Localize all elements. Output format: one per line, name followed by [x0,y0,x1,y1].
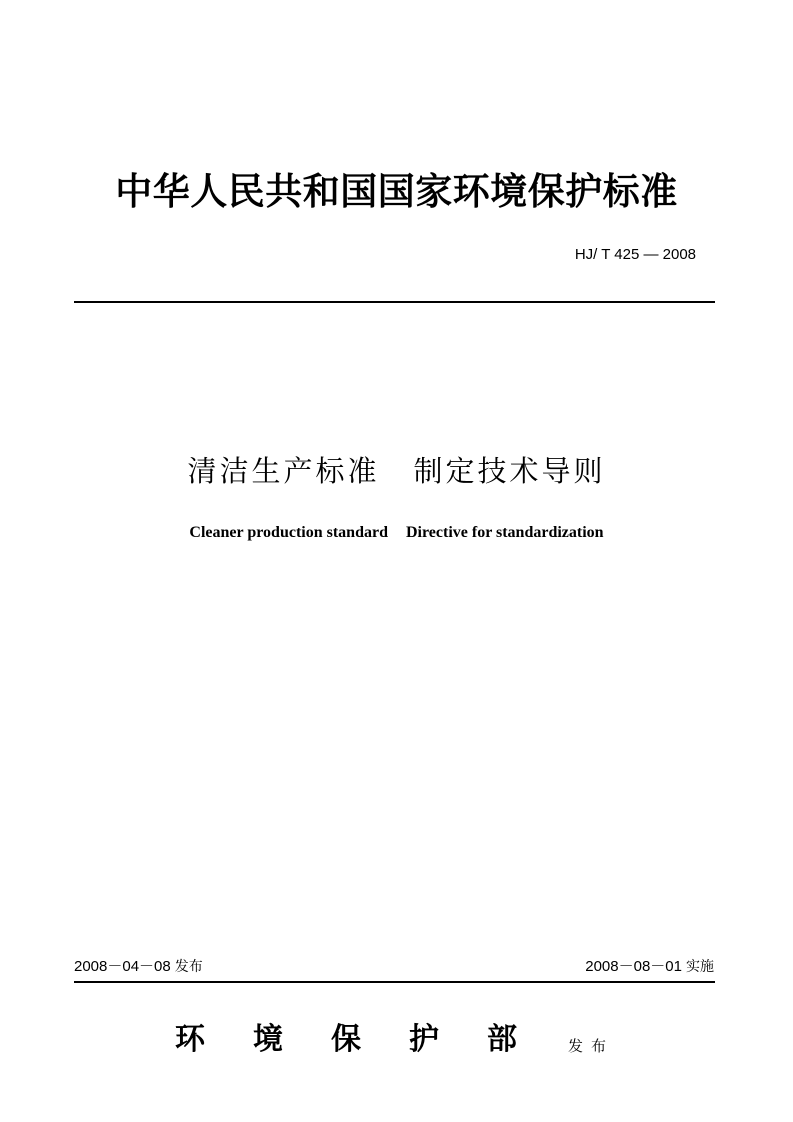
top-divider [74,301,715,303]
effective-label: 实施 [686,959,714,975]
document-title-en-part2: Directive for standardization [405,524,604,541]
effective-date-line [585,957,714,977]
document-title-en [0,523,793,543]
standard-code: HJ/ T 425 — 2008 [574,246,696,263]
bottom-divider [74,981,715,983]
issuer-name: 环境保护部 [175,1022,565,1057]
document-title-en-part1: Cleaner production standard [189,524,388,541]
document-title-cn-part2: 制定技术导则 [413,454,606,488]
publish-label: 发布 [174,959,203,975]
effective-date: 2008－08－01 [585,958,682,975]
document-title-cn-part1: 清洁生产标准 [187,454,380,488]
publish-date: 2008－04－08 [74,958,171,975]
publish-date-line [74,957,203,977]
document-title-cn [0,451,793,491]
standard-title: 中华人民共和国国家环境保护标准 [115,169,678,213]
issuer-action: 发布 [568,1037,615,1055]
